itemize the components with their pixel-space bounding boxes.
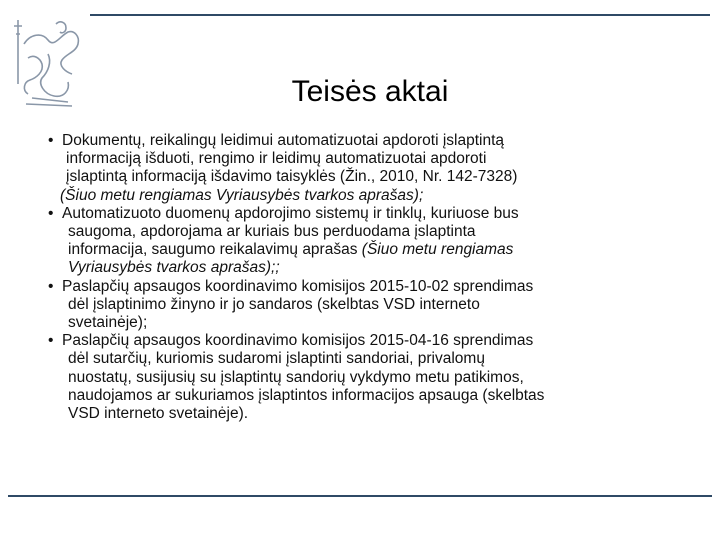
item-line: dėl įslaptinimo žinyno ir jo sandaros (skelbtas VSD interneto [68,295,480,313]
bullet: • [48,332,54,350]
item-line: nuostatų, susijusių su įslaptintų sandorių vykdymo metu patikimos, [68,368,524,386]
item-line: VSD interneto svetainėje). [68,405,249,423]
item-line-with-note [68,241,640,259]
item-line: informaciją išduoti, rengimo ir leidimų automatizuotai apdoroti [66,150,487,168]
slide-body [40,132,640,423]
item-note: (Šiuo metu rengiamas Vyriausybės tvarkos aprašas); [60,186,424,204]
list-item [40,132,640,205]
list-item [40,332,640,423]
item-line: Automatizuoto duomenų apdorojimo sistemų ir tinklų, kuriuose bus [62,204,519,222]
item-line: dėl sutarčių, kuriomis sudaromi įslaptinti sandoriai, privalomų [68,350,485,368]
bullet: • [48,132,54,149]
item-line: informacija, saugumo reikalavimų aprašas [68,241,362,259]
item-line: Paslapčių apsaugos koordinavimo komisijos 2015-10-02 sprendimas [62,277,534,295]
item-line: įslaptintą informaciją išdavimo taisyklės (Žin., 2010, Nr. 142-7328) [66,168,518,186]
bullet: • [48,277,54,295]
emblem-logo-icon [8,14,88,110]
item-line: svetainėje); [68,314,148,332]
item-line: Paslapčių apsaugos koordinavimo komisijos 2015-04-16 sprendimas [62,332,534,350]
list-item [40,278,640,333]
slide-title: Teisės aktai [291,75,449,108]
item-note: (Šiuo metu rengiamas [361,241,514,259]
item-line: saugoma, apdorojama ar kuriais bus perduodama įslaptinta [68,223,476,241]
item-line: naudojamos ar sukuriamos įslaptintos informacijos apsauga (skelbtas [68,386,545,404]
bullet: • [48,204,54,222]
list-item [40,205,640,278]
item-note: Vyriausybės tvarkos aprašas);; [68,259,280,277]
item-line: Dokumentų, reikalingų leidimui automatizuotai apdoroti įslaptintą [62,132,504,149]
bottom-rule [8,495,712,497]
top-rule [90,14,710,16]
